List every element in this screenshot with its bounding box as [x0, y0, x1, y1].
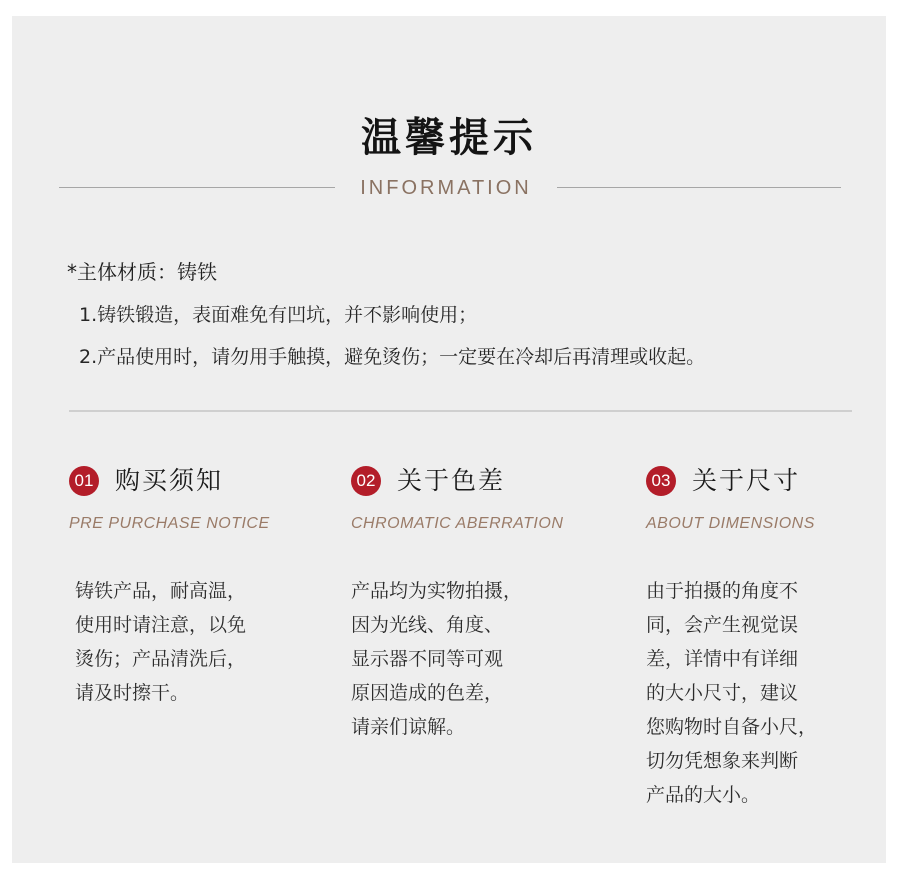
section-title: 关于尺寸 — [692, 466, 801, 495]
section-body-line: 差，详情中有详细 — [646, 648, 799, 670]
section-body-line: 显示器不同等可观 — [351, 648, 504, 670]
section-purchase-notice — [69, 464, 319, 710]
section-chromatic-aberration — [351, 464, 601, 744]
subtitle-row — [12, 174, 886, 202]
section-body-line: 产品的大小。 — [646, 784, 761, 806]
section-number-badge: 03 — [646, 466, 676, 496]
material-heading: *主体材质：铸铁 — [67, 260, 217, 284]
section-subtitle: CHROMATIC ABERRATION — [351, 515, 564, 532]
section-heading — [646, 464, 876, 498]
section-heading — [69, 464, 319, 498]
section-dimensions — [646, 464, 876, 812]
section-body-line: 同，会产生视觉误 — [646, 614, 799, 636]
section-body-line: 请亲们谅解。 — [351, 716, 466, 738]
section-number-badge: 02 — [351, 466, 381, 496]
section-body-line: 由于拍摄的角度不 — [646, 580, 799, 602]
section-body-line: 请及时擦干。 — [75, 682, 190, 704]
section-body-line: 产品均为实物拍摄， — [351, 580, 523, 602]
page-title: 温馨提示 — [361, 115, 537, 161]
info-panel — [12, 16, 886, 863]
section-body-line: 您购物时自备小尺， — [646, 716, 818, 738]
section-body — [351, 574, 601, 744]
section-body-line: 的大小尺寸，建议 — [646, 682, 799, 704]
section-body — [69, 574, 319, 710]
material-note-2: 2.产品使用时，请勿用手触摸，避免烫伤；一定要在冷却后再清理或收起。 — [79, 346, 706, 368]
subtitle-divider-left — [59, 187, 335, 188]
section-title: 关于色差 — [397, 466, 506, 495]
subtitle-divider-right — [557, 187, 841, 188]
section-body — [646, 574, 876, 812]
section-subtitle: ABOUT DIMENSIONS — [646, 515, 815, 532]
section-title: 购买须知 — [115, 466, 224, 495]
page-subtitle: INFORMATION — [360, 177, 532, 199]
section-body-line: 使用时请注意，以免 — [75, 614, 247, 636]
section-number-badge: 01 — [69, 466, 99, 496]
section-body-line: 因为光线、角度、 — [351, 614, 504, 636]
material-note-1: 1.铸铁锻造，表面难免有凹坑，并不影响使用； — [79, 304, 478, 326]
section-body-line: 切勿凭想象来判断 — [646, 750, 799, 772]
section-body-line: 铸铁产品，耐高温， — [75, 580, 247, 602]
section-subtitle: PRE PURCHASE NOTICE — [69, 515, 270, 532]
section-divider — [69, 410, 852, 412]
section-heading — [351, 464, 601, 498]
section-body-line: 原因造成的色差， — [351, 682, 504, 704]
section-body-line: 烫伤；产品清洗后， — [75, 648, 247, 670]
